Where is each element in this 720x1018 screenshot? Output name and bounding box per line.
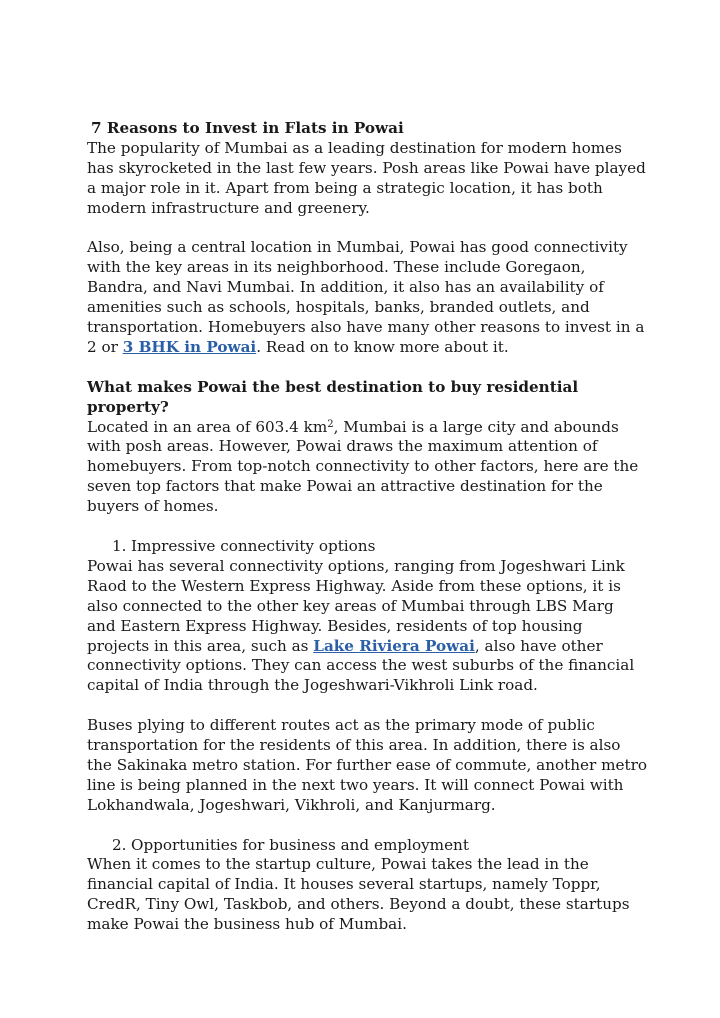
- list-item-reason-2: [87, 836, 647, 856]
- section-heading: What makes Powai the best destination to buy residential property?: [87, 377, 579, 416]
- article-title: 7 Reasons to Invest in Flats in Powai: [91, 119, 404, 137]
- para2-text-after: . Read on to know more about it.: [256, 337, 509, 356]
- 3bhk-powai-link[interactable]: 3 BHK in Powai: [122, 337, 257, 356]
- paragraph-spacer: [87, 517, 647, 537]
- paragraph-spacer: [87, 219, 647, 239]
- paragraph-spacer: [87, 816, 647, 836]
- list-item-reason-1: [87, 537, 647, 557]
- lake-riviera-powai-link[interactable]: Lake Riviera Powai: [313, 636, 475, 655]
- list-item-label: Impressive connectivity options: [131, 536, 376, 555]
- para2-text-before: Also, being a central location in Mumbai, Powai has good connectivity with the key areas in its neighborhood. These include Goregaon, Bandra, and Navi Mumbai. In addition, it also has an availability of amenities such as schools, hospitals, banks, branded outlets, and transportation. Homebuyers also have many other reasons to invest in a 2 or: [87, 238, 645, 356]
- list-item-label: Opportunities for business and employment: [131, 835, 469, 854]
- section-text-before: Located in an area of 603.4 km: [87, 417, 328, 436]
- reason-1-text-after: , also have other connectivity options. They can access the west suburbs of the financial capital of India through the Jogeshwari-Vikhroli Link road.: [87, 636, 635, 695]
- list-number: 2.: [112, 835, 127, 854]
- section-text-after: , Mumbai is a large city and abounds with posh areas. However, Powai draws the maximum attention of homebuyers. From top-notch connectivity to other factors, here are the seven top factors that make Powai an attractive destination for the buyers of homes.: [87, 417, 639, 516]
- section-paragraph: [87, 418, 647, 518]
- reason-2-paragraph: When it comes to the startup culture, Powai takes the lead in the financial capital of India. It houses several startups, namely Toppr, CredR, Tiny Owl, Taskbob, and others. Beyond a doubt, these startups make Powai the business hub of Mumbai.: [87, 855, 630, 934]
- paragraph-spacer: [87, 358, 647, 378]
- paragraph-spacer: [87, 696, 647, 716]
- reason-1-paragraph: [87, 557, 647, 696]
- article-body: [87, 119, 647, 935]
- intro-paragraph: The popularity of Mumbai as a leading destination for modern homes has skyrocketed in the last few years. Posh areas like Powai have played a major role in it. Apart from being a strategic location, it has both modern infrastructure and greenery.: [87, 138, 646, 217]
- superscript: 2: [327, 418, 334, 430]
- connectivity-paragraph: [87, 238, 647, 357]
- reason-1-text-before: Powai has several connectivity options, ranging from Jogeshwari Link Raod to the Western Express Highway. Aside from these options, it is also connected to the other key areas of Mumbai through LBS Marg and Eastern Express Highway. Besides, residents of top housing projects in this area, such as: [87, 556, 625, 655]
- reason-1-paragraph-2: Buses plying to different routes act as the primary mode of public transportation for the residents of this area. In addition, there is also the Sakinaka metro station. For further ease of commute, another metro line is being planned in the next two years. It will connect Powai with Lokhandwala, Jogeshwari, Vikhroli, and Kanjurmarg.: [87, 716, 647, 814]
- list-number: 1.: [112, 536, 127, 555]
